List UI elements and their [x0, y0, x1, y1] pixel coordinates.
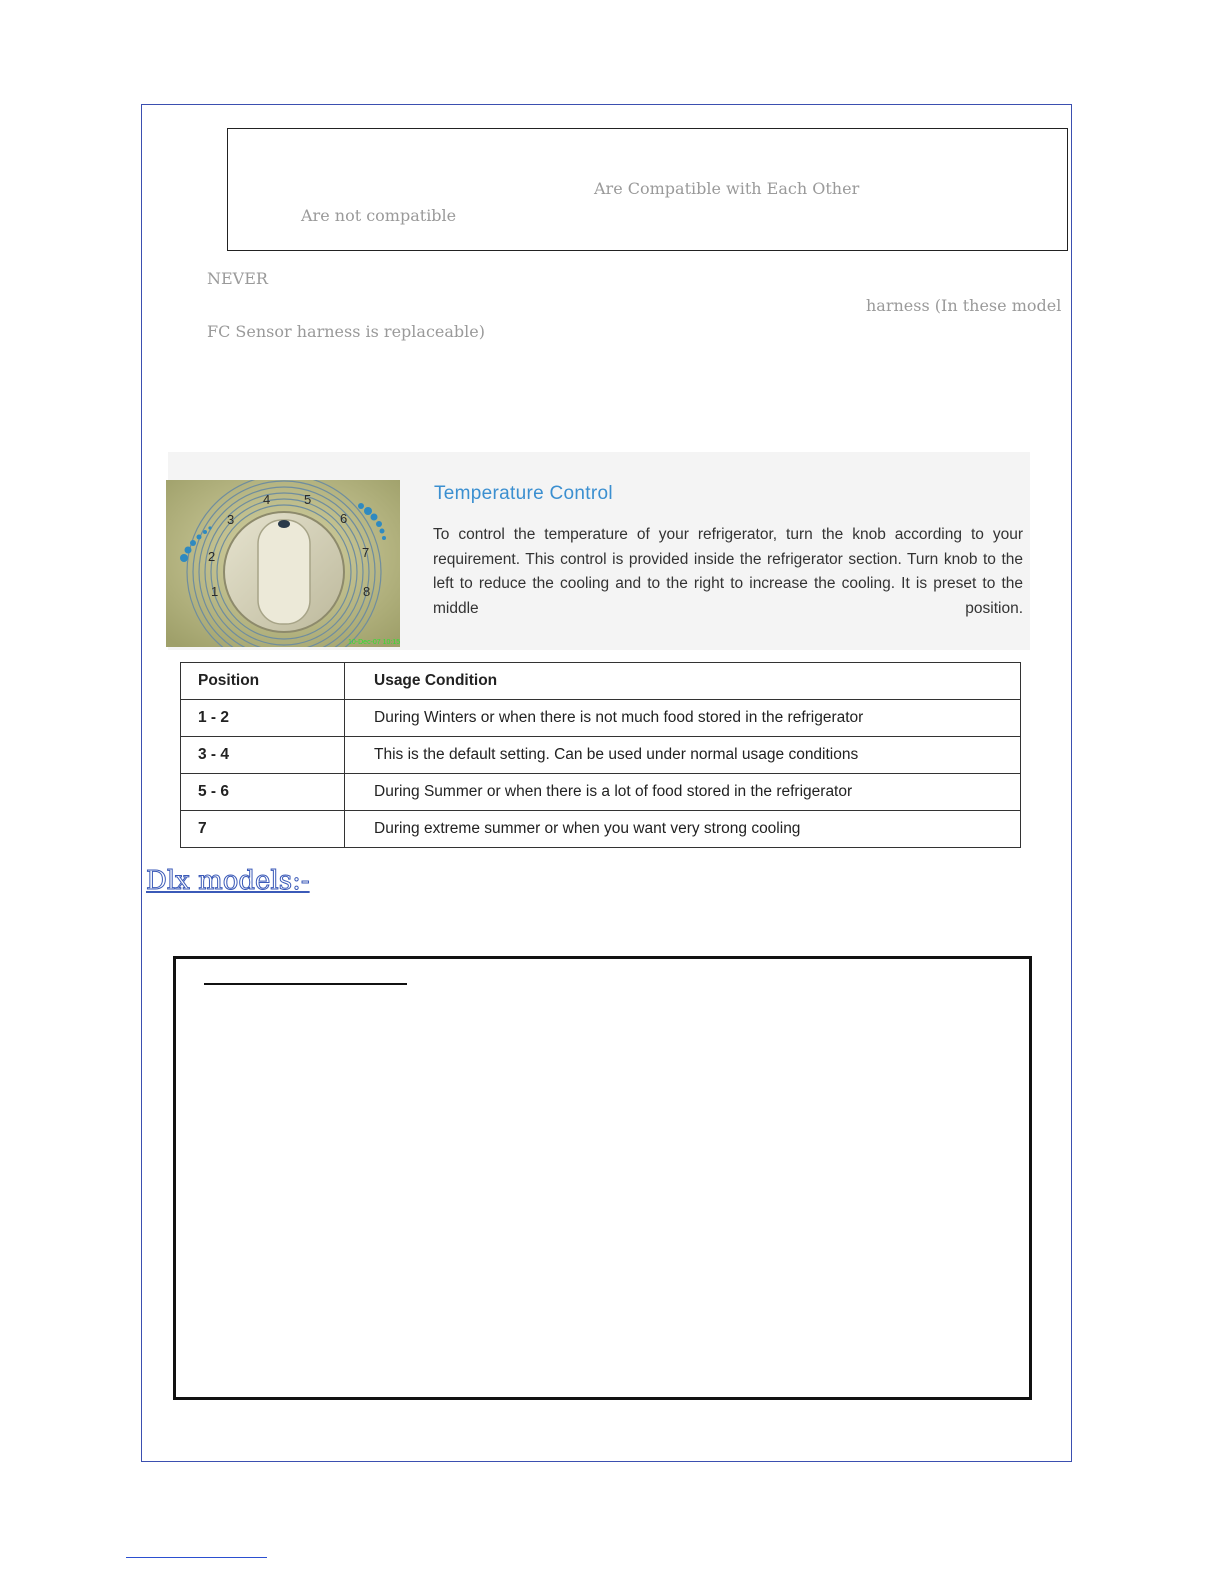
knob-number: 5: [304, 492, 312, 507]
table-row: [181, 811, 1021, 848]
box-heading-rule: [204, 983, 407, 985]
footer-rule: [126, 1557, 267, 1558]
table-row: [181, 700, 1021, 737]
position-cell: 1 - 2: [181, 700, 345, 737]
knob-number: 8: [363, 584, 371, 599]
table-row: [181, 774, 1021, 811]
temperature-control-description: To control the temperature of your refrigerator, turn the knob according to your requirement. This control is provided inside the refrigerator section. Turn knob to the left to reduce the cooling and to the right to increase the cooling. It is preset to the middle position.: [433, 526, 1023, 617]
position-usage-table: [180, 662, 1021, 848]
usage-cell: During Winters or when there is not much food stored in the refrigerator: [345, 700, 1021, 737]
table-row: [181, 737, 1021, 774]
knob-number: 3: [227, 512, 235, 527]
compatible-note: Are Compatible with Each Other: [594, 179, 860, 198]
dlx-models-box: [173, 956, 1032, 1400]
usage-cell: During Summer or when there is a lot of food stored in the refrigerator: [345, 774, 1021, 811]
position-cell: 5 - 6: [181, 774, 345, 811]
harness-note: harness (In these model: [866, 296, 1062, 315]
table-header-row: [181, 663, 1021, 700]
never-warning: NEVER: [207, 269, 268, 288]
knob-timestamp: 10-Dec-07 10:15: [348, 639, 400, 646]
temperature-knob-image: [166, 480, 400, 647]
position-cell: 7: [181, 811, 345, 848]
knob-number: 6: [340, 511, 348, 526]
knob-number: 7: [362, 545, 370, 560]
column-header-usage: Usage Condition: [345, 663, 1021, 700]
knob-number: 1: [211, 584, 219, 599]
dlx-models-heading: Dlx models:-: [146, 866, 310, 896]
temperature-control-title: Temperature Control: [434, 483, 613, 504]
not-compatible-note: Are not compatible: [301, 206, 457, 225]
fc-sensor-note: FC Sensor harness is replaceable): [207, 322, 485, 341]
position-cell: 3 - 4: [181, 737, 345, 774]
knob-number: 4: [263, 492, 271, 507]
usage-cell: This is the default setting. Can be used under normal usage conditions: [345, 737, 1021, 774]
knob-number: 2: [208, 549, 216, 564]
column-header-position: Position: [181, 663, 345, 700]
usage-cell: During extreme summer or when you want very strong cooling: [345, 811, 1021, 848]
